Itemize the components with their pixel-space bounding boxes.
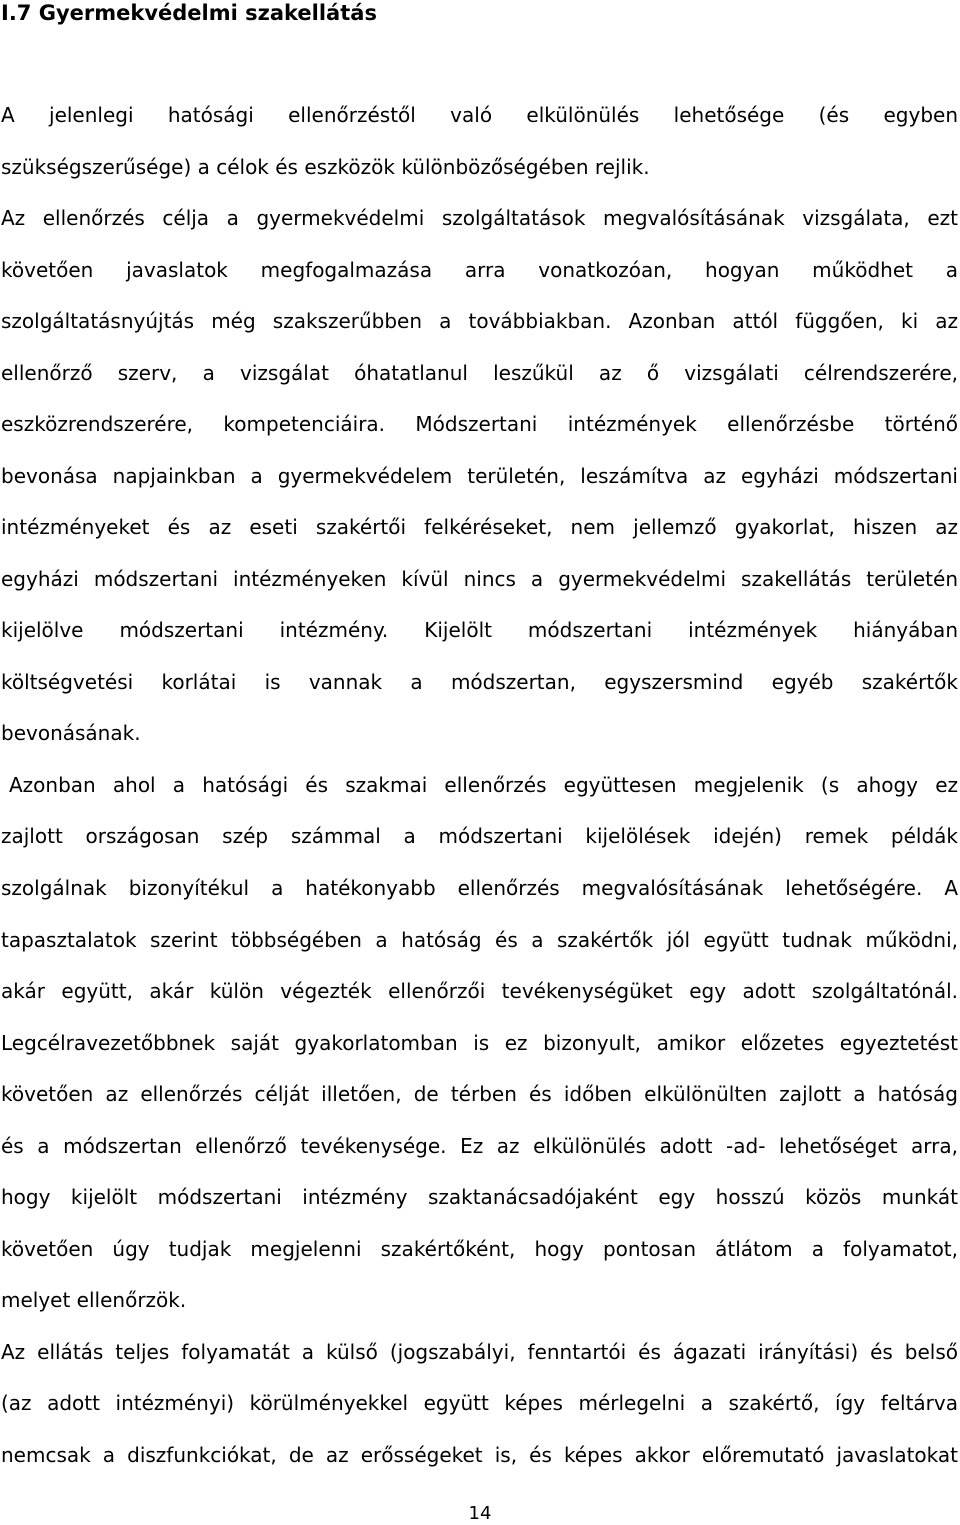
text-line: Az ellenőrzés célja a gyermekvédelmi szolgáltatások megvalósításának vizsgálata, ezt [1,206,958,231]
text-line: tapasztalatok szerint többségében a hatóság és a szakértők jól együtt tudnak működni, [1,927,958,952]
paragraph [1,760,958,1327]
text-line: bevonásának. [1,721,141,746]
text-line: eszközrendszerére, kompetenciáira. Módszertani intézmények ellenőrzésbe történő [1,412,958,437]
text-line: Azonban ahol a hatósági és szakmai ellenőrzés együttesen megjelenik (s ahogy ez [9,772,958,797]
text-line: költségvetési korlátai is vannak a módszertan, egyszersmind egyéb szakértők [1,669,958,694]
section-heading: I.7 Gyermekvédelmi szakellátás [1,1,377,25]
text-line: melyet ellenőrzök. [1,1288,187,1313]
text-line: követően az ellenőrzés célját illetően, de térben és időben elkülönülten zajlott a hatóság [1,1082,958,1107]
page-number: 14 [468,1503,492,1524]
text-line: (az adott intézményi) körülményekkel együtt képes mérlegelni a szakértő, így feltárva [1,1391,958,1416]
text-line: szolgálnak bizonyítékul a hatékonyabb ellenőrzés megvalósításának lehetőségére. A [1,875,958,900]
text-line: Az ellátás teljes folyamatát a külső (jogszabályi, fenntartói és ágazati irányítási) és belső [1,1339,958,1364]
text-line: ellenőrző szerv, a vizsgálat óhatatlanul leszűkül az ő vizsgálati célrendszerére, [1,360,958,385]
text-line: hogy kijelölt módszertani intézmény szaktanácsadójaként egy hosszú közös munkát [1,1185,958,1210]
text-line: szükségszerűsége) a célok és eszközök különbözőségében rejlik. [1,154,650,179]
text-line: és a módszertan ellenőrző tevékenysége. Ez az elkülönülés adott -ad- lehetőséget arra, [1,1133,958,1158]
paragraph [1,193,958,760]
text-line: nemcsak a diszfunkciókat, de az erősségeket is, és képes akkor előremutató javaslatokat [1,1442,958,1467]
text-line: intézményeket és az eseti szakértői felkéréseket, nem jellemző gyakorlat, hiszen az [1,515,958,540]
text-line: kijelölve módszertani intézmény. Kijelölt módszertani intézmények hiányában [1,618,958,643]
text-line: egyházi módszertani intézményeken kívül nincs a gyermekvédelmi szakellátás területén [1,566,958,591]
text-line: zajlott országosan szép számmal a módszertani kijelölések idején) remek példák [1,824,958,849]
paragraph [1,1327,958,1482]
text-line: A jelenlegi hatósági ellenőrzéstől való elkülönülés lehetősége (és egyben [1,103,958,127]
document-body [1,90,958,1481]
text-line: bevonása napjainkban a gyermekvédelem területén, leszámítva az egyházi módszertani [1,463,958,488]
text-line: akár együtt, akár külön végezték ellenőrzői tevékenységüket egy adott szolgáltatónál. [1,979,958,1004]
text-line: Legcélravezetőbbnek saját gyakorlatomban is ez bizonyult, amikor előzetes egyeztetést [1,1030,958,1055]
text-line: szolgáltatásnyújtás még szakszerűbben a továbbiakban. Azonban attól függően, ki az [1,309,958,334]
paragraph [1,90,958,193]
text-line: követően javaslatok megfogalmazása arra vonatkozóan, hogyan működhet a [1,257,958,282]
text-line: követően úgy tudjak megjelenni szakértőként, hogy pontosan átlátom a folyamatot, [1,1236,958,1261]
